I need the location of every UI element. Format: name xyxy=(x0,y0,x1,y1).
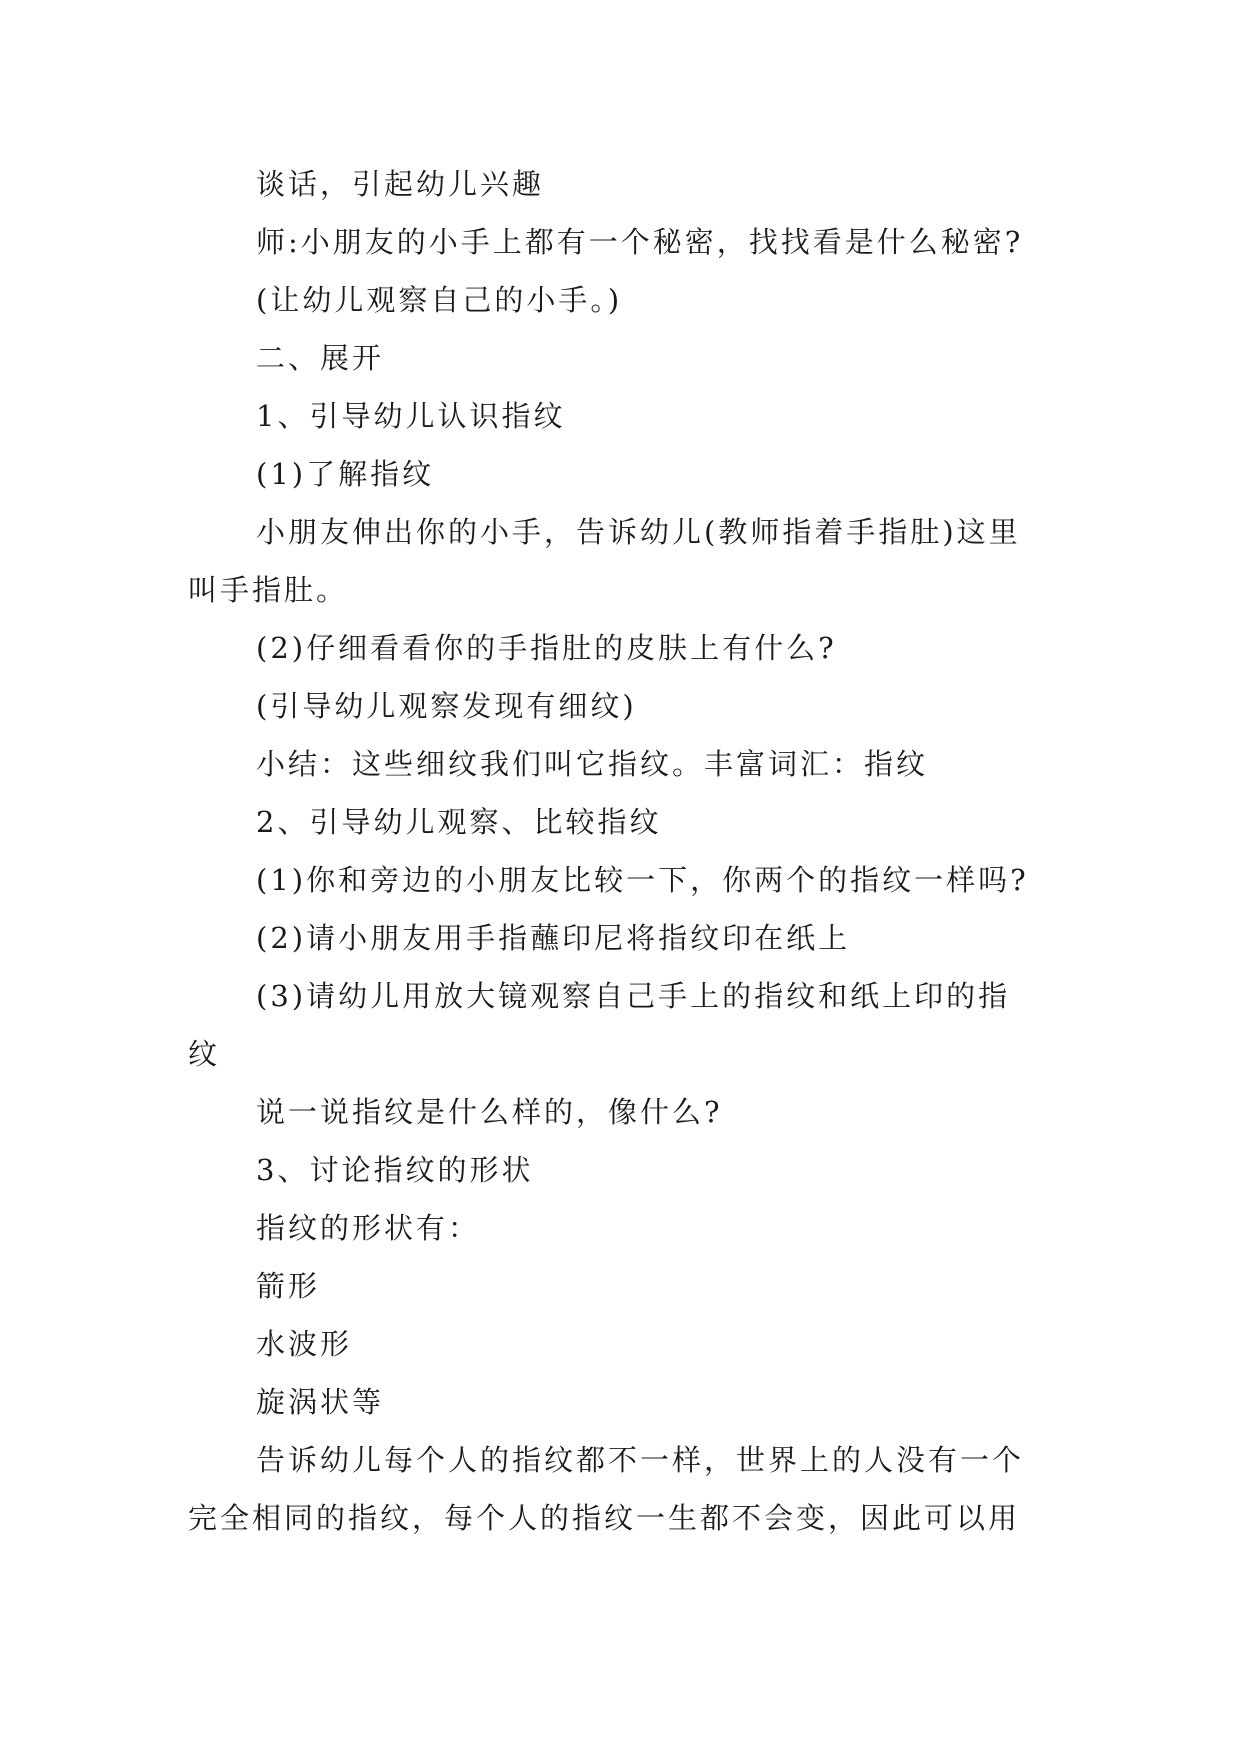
paragraph-line: (2)仔细看看你的手指肚的皮肤上有什么? xyxy=(256,631,837,665)
paragraph-line: 小朋友伸出你的小手，告诉幼儿(教师指着手指肚)这里 xyxy=(256,515,1021,549)
paragraph-line: 师:小朋友的小手上都有一个秘密，找找看是什么秘密? xyxy=(256,225,1024,259)
paragraph-line: 说一说指纹是什么样的，像什么? xyxy=(256,1095,723,1129)
subsection-heading: 3、讨论指纹的形状 xyxy=(256,1153,534,1187)
list-item: 箭形 xyxy=(256,1269,321,1303)
subsection-heading: 2、引导幼儿观察、比较指纹 xyxy=(256,805,662,839)
paragraph-line: (让幼儿观察自己的小手。) xyxy=(256,283,623,317)
paragraph-line: (1)了解指纹 xyxy=(256,457,435,491)
paragraph-line: 完全相同的指纹，每个人的指纹一生都不会变，因此可以用 xyxy=(188,1501,1021,1535)
paragraph-line: 告诉幼儿每个人的指纹都不一样，世界上的人没有一个 xyxy=(256,1443,1025,1477)
paragraph-line: (3)请幼儿用放大镜观察自己手上的指纹和纸上印的指 xyxy=(256,979,1011,1013)
paragraph-line: (2)请小朋友用手指蘸印尼将指纹印在纸上 xyxy=(256,921,851,955)
list-item: 旋涡状等 xyxy=(256,1385,385,1419)
paragraph-line: 小结：这些细纹我们叫它指纹。丰富词汇：指纹 xyxy=(256,747,929,781)
list-item: 水波形 xyxy=(256,1327,353,1361)
paragraph-line: 纹 xyxy=(188,1037,221,1071)
paragraph-line: 谈话，引起幼儿兴趣 xyxy=(256,167,545,201)
section-heading: 二、展开 xyxy=(256,341,385,375)
paragraph-line: 叫手指肚。 xyxy=(188,573,349,607)
paragraph-line: (引导幼儿观察发现有细纹) xyxy=(256,689,637,723)
document-body xyxy=(188,155,1068,1547)
paragraph-line: 指纹的形状有： xyxy=(256,1211,481,1245)
paragraph-line: (1)你和旁边的小朋友比较一下，你两个的指纹一样吗? xyxy=(256,863,1029,897)
subsection-heading: 1、引导幼儿认识指纹 xyxy=(256,399,566,433)
